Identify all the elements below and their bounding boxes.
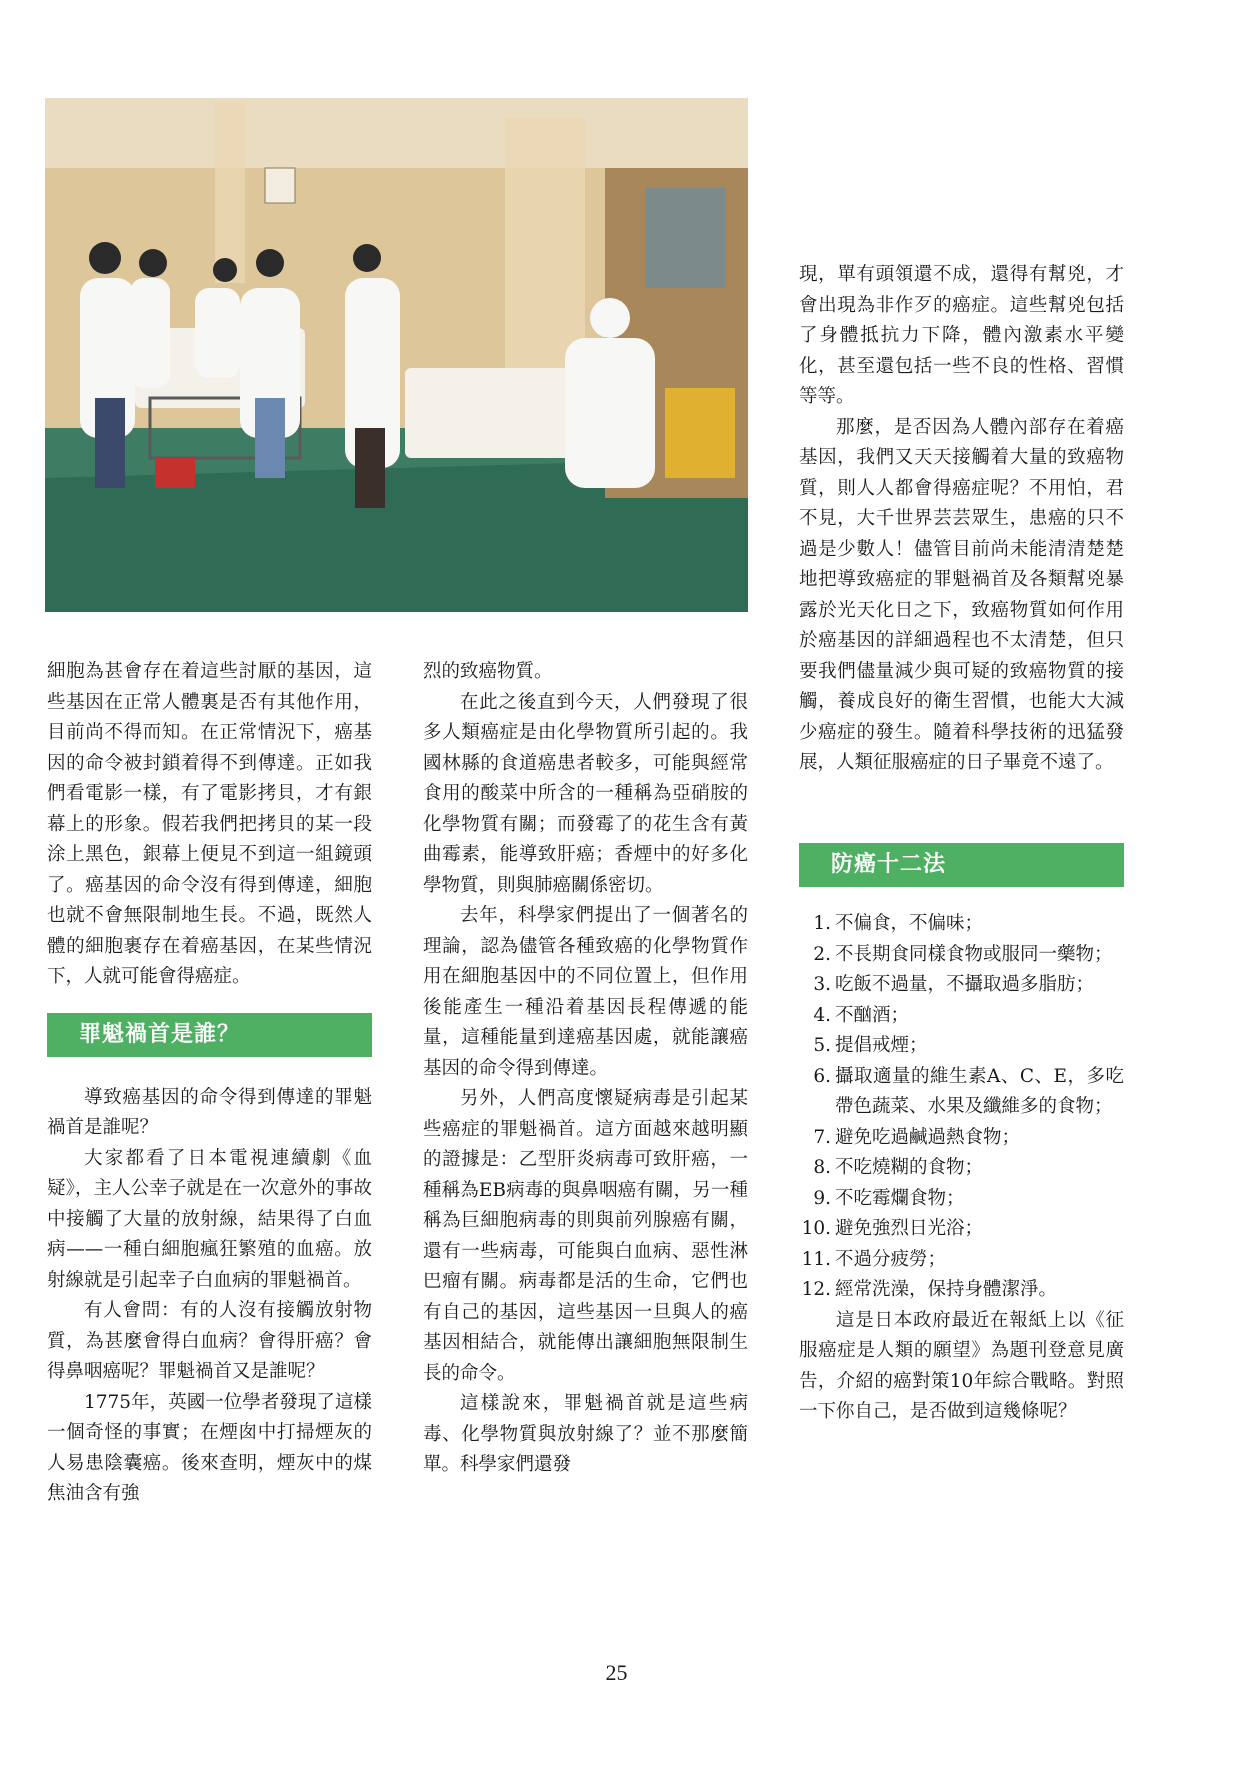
hospital-ward-illustration	[45, 98, 748, 612]
list-item: 8. 不吃燒糊的食物；	[813, 1157, 984, 1178]
list-item: 12. 經常洗澡，保持身體潔淨。	[801, 1279, 1058, 1300]
column-3-tips	[799, 843, 1124, 1428]
column-1	[47, 657, 372, 1510]
paragraph: 這樣說來，罪魁禍首就是這些病毒、化學物質與放射線了？並不那麼簡單。科學家們還發	[423, 1393, 748, 1475]
paragraph: 另外，人們高度懷疑病毒是引起某些癌症的罪魁禍首。這方面越來越明顯的證據是：乙型肝炎病毒可致肝癌，一種稱為EB病毒的與鼻咽癌有關，另一種稱為巨細胞病毒的則與前列腺癌有關，還有一些病毒，可能與白血病、惡性淋巴瘤有關。病毒都是活的生命，它們也有自己的基因，這些基因一旦與人的癌基因相結合，就能傳出讓細胞無限制生長的命令。	[423, 1088, 748, 1384]
section-heading: 罪魁禍首是誰？	[47, 1013, 372, 1057]
paragraph: 大家都看了日本電視連續劇《血疑》，主人公幸子就是在一次意外的事故中接觸了大量的放射線，結果得了白血病——一種白細胞瘋狂繁殖的血癌。放射線就是引起幸子白血病的罪魁禍首。	[47, 1147, 372, 1291]
paragraph: 有人會問：有的人沒有接觸放射物質，為甚麼會得白血病？會得肝癌？會得鼻咽癌呢？罪魁禍首又是誰呢？	[47, 1300, 372, 1382]
list-item: 2. 不長期食同樣食物或服同一藥物；	[813, 943, 1113, 965]
section-heading: 防癌十二法	[799, 843, 1124, 887]
list-item: 6. 攝取適量的維生素A、C、E，多吃帶色蔬菜、水果及纖維多的食物；	[813, 1065, 1124, 1117]
list-item: 4. 不酗酒；	[813, 1004, 910, 1026]
column-2	[423, 657, 748, 1481]
article-photo	[45, 98, 748, 612]
paragraph: 1775年，英國一位學者發現了這樣一個奇怪的事實；在煙囱中打掃煙灰的人易患陰囊癌。後來查明，煙灰中的煤焦油含有強	[47, 1391, 372, 1504]
list-item: 7. 避免吃過鹹過熱食物；	[813, 1126, 1021, 1148]
paragraph: 導致癌基因的命令得到傳達的罪魁禍首是誰呢？	[47, 1086, 372, 1138]
list-item: 10. 避免強烈日光浴；	[801, 1218, 984, 1239]
list-item: 3. 吃飯不過量，不攝取過多脂肪；	[813, 974, 1095, 995]
page-number: 25	[605, 1660, 628, 1685]
paragraph: 這是日本政府最近在報紙上以《征服癌症是人類的願望》為題刊登意見廣告，介紹的癌對策10年綜合戰略。對照一下你自己，是否做到這幾條呢？	[799, 1309, 1124, 1422]
paragraph: 細胞為甚會存在着這些討厭的基因，這些基因在正常人體裏是否有其他作用，目前尚不得而知。在正常情況下，癌基因的命令被封鎖着得不到傳達。正如我們看電影一樣，有了電影拷貝，才有銀幕上的形象。假若我們把拷貝的某一段涂上黑色，銀幕上便見不到這一組鏡頭了。癌基因的命令沒有得到傳達，細胞也就不會無限制地生長。不過，既然人體的細胞裹存在着癌基因，在某些情況下，人就可能會得癌症。	[47, 661, 372, 987]
paragraph: 在此之後直到今天，人們發現了很多人類癌症是由化學物質所引起的。我國林縣的食道癌患者較多，可能與經常食用的酸菜中所含的一種稱為亞硝胺的化學物質有關；而發霉了的花生含有黃曲霉素，能導致肝癌；香煙中的好多化學物質，則與肺癌關係密切。	[423, 691, 748, 896]
list-item: 5. 提倡戒煙；	[813, 1035, 928, 1056]
list-item: 1. 不偏食，不偏味；	[813, 913, 984, 934]
paragraph: 烈的致癌物質。	[423, 661, 553, 682]
paragraph: 那麼，是否因為人體內部存在着癌基因，我們又天天接觸着大量的致癌物質，則人人都會得癌症呢？不用怕，君不見，大千世界芸芸眾生，患癌的只不過是少數人！儘管目前尚未能清清楚楚地把導致癌症的罪魁禍首及各類幫兇暴露於光天化日之下，致癌物質如何作用於癌基因的詳細過程也不太清楚，但只要我們儘量減少與可疑的致癌物質的接觸，養成良好的衛生習慣，也能大大減少癌症的發生。隨着科學技術的迅猛發展，人類征服癌症的日子畢竟不遠了。	[799, 416, 1124, 773]
column-3	[799, 260, 1124, 779]
paragraph: 現，單有頭領還不成，還得有幫兇，才會出現為非作歹的癌症。這些幫兇包括了身體抵抗力下降，體內激素水平變化，甚至還包括一些不良的性格、習慣等等。	[799, 264, 1124, 407]
paragraph: 去年，科學家們提出了一個著名的理論，認為儘管各種致癌的化學物質作用在細胞基因中的不同位置上，但作用後能產生一種沿着基因長程傳遞的能量，這種能量到達癌基因處，就能讓癌基因的命令得到傳達。	[423, 905, 748, 1079]
list-item: 11. 不過分疲勞；	[801, 1248, 947, 1270]
list-item: 9. 不吃霉爛食物；	[813, 1187, 965, 1209]
tips-list	[799, 909, 1124, 1306]
